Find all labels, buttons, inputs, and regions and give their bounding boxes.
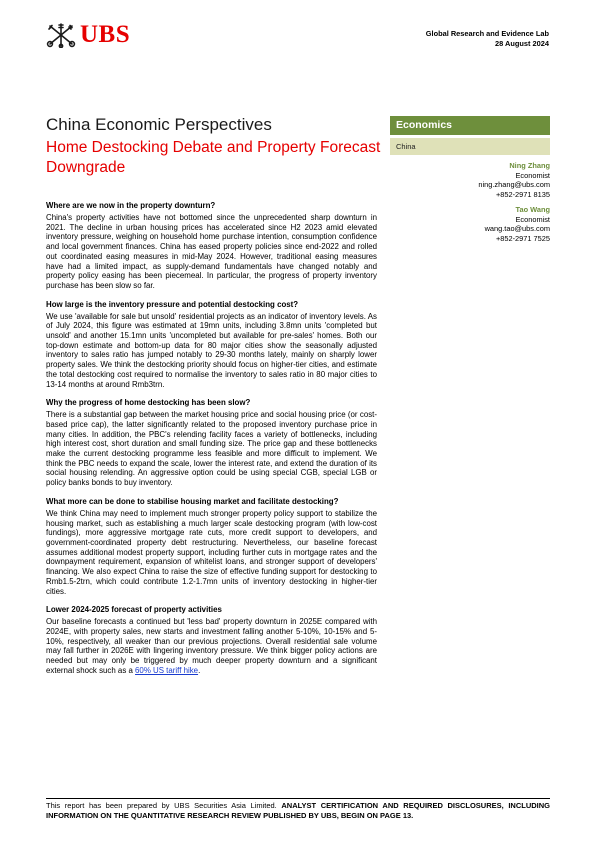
section-body: We think China may need to implement much stronger property policy support to stabilize the housing market, such as establishing a much larger scale destocking program (with low-cost fundings), more aggressive mortgage rate cuts, more credit support to developers, and government-coordinated property debt restructuring. Nevertheless, our baseline forecast assumes additional modest property support, including further cuts in mortgage rates and the downpayment requirement, expansion of whitelist loans, and stronger support of developers' financing. We also expect China to raise the size of effective funding support for destocking to Rmb1.5-2trn, which could contribute 1.2-1.7mn units of inventory destocking in higher-tier cities.	[46, 508, 377, 596]
section-heading: What more can be done to stabilise housing market and facilitate destocking?	[46, 496, 339, 506]
section-body-tail: .	[198, 665, 201, 675]
analyst-email[interactable]: wang.tao@ubs.com	[484, 224, 550, 233]
tariff-hike-link[interactable]: 60% US tariff hike	[135, 665, 199, 675]
page-title: China Economic Perspectives	[46, 115, 272, 134]
section-body	[46, 617, 377, 675]
analyst-email[interactable]: ning.zhang@ubs.com	[478, 180, 550, 189]
section-heading: How large is the inventory pressure and potential destocking cost?	[46, 299, 299, 309]
section-heading: Where are we now in the property downturn?	[46, 201, 216, 210]
analyst-phone: +852-2971 7525	[495, 233, 550, 243]
region-badge: China	[390, 138, 550, 155]
section-heading: Lower 2024-2025 forecast of property activities	[46, 605, 222, 615]
analyst-role: Economist	[515, 214, 550, 224]
ubs-logo	[46, 22, 130, 48]
footer-disclaimer	[46, 801, 550, 821]
analyst-phone: +852-2971 8135	[495, 189, 550, 199]
section-heading: Why the progress of home destocking has been slow?	[46, 398, 251, 408]
report-body	[46, 201, 377, 684]
ubs-keys-logo-icon	[46, 22, 76, 48]
analyst-role: Economist	[515, 170, 550, 180]
section	[46, 300, 377, 390]
sector-badge: Economics	[390, 116, 550, 135]
footer-text: This report has been prepared by UBS Securities Asia Limited.	[46, 801, 282, 810]
analyst-card	[485, 205, 550, 243]
analyst-card	[478, 161, 550, 199]
analyst-name: Tao Wang	[515, 205, 550, 214]
section-body: We use 'available for sale but unsold' residential projects as an indicator of inventory levels. As of July 2024, this figure was estimated at 19mn units, including 3.8mn units 'completed but unsold' and another 15.1mn units 'uncompleted but available for pre-sales' homes. Both our top-down estimate and bottom-up data for 80 major cities show the seasonally adjusted inventory to sales ratio has jumped notably to 29-30 months lately, mainly on sharply lower property sales. We think the destocking priority should focus on higher-tier cities, and estimate the total destocking cost required to normalise the inventory to sales ratio in 80 major cities to 13-14 months at around Rmb3trn.	[46, 311, 377, 389]
report-date: 28 August 2024	[495, 39, 549, 48]
section-body: There is a substantial gap between the market housing price and social housing price (or cost-based price cap), the latter significantly related to the proposed inventory purchase price in many cities. In addition, the PBC's relending facility faces a variety of bottlenecks, including high interest cost, short duration and small funding size. The price gap and these bottlenecks make the current destocking programme less feasible and more difficult to implement. We think the PBC needs to expand the scale, lower the interest rate, and extend the duration of its social housing relending. An aggressive option could be using special CGB, special LGB or policy banks bonds to buy inventory.	[46, 410, 377, 488]
footer-divider	[46, 798, 550, 799]
analyst-name: Ning Zhang	[509, 161, 550, 170]
lab-name: Global Research and Evidence Lab	[425, 29, 549, 38]
section-body-text: Our baseline forecasts a continued but 'less bad' property downturn in 2025E compared with 2024E, with property sales, new starts and investment falling another 5-10%, 10-15% and 5-10%, respectively, all weaker than our previous projections. Overall residential sale volume may fall further in 2026E with lingering inventory pressure. We think bigger policy actions are needed but may only be triggered by much deeper property downturn and a significant external shock such as a	[46, 617, 377, 675]
section	[46, 201, 377, 291]
header-meta	[426, 29, 549, 49]
section	[46, 497, 377, 596]
section	[46, 605, 377, 675]
page-subtitle: Home Destocking Debate and Property Forecast Downgrade	[46, 139, 381, 176]
footer-disclosure: ANALYST CERTIFICATION AND REQUIRED DISCLOSURES, INCLUDING INFORMATION ON THE QUANTITATIVE RESEARCH REVIEW PUBLISHED BY UBS, BEGIN ON PAGE 13.	[46, 801, 551, 820]
section-body: China's property activities have not bottomed since the unprecedented sharp downturn in 2021. The decline in urban housing prices has accelerated since H2 2023 amid elevated inventory pressure, weighing on household home purchase intention, consumption confidence and local government finances. China has eased property policies since end-2022 and rolled out coordinated easing measures in mid-May 2024. However, traditional easing measures have had a limited impact, as supply-demand fundamentals have changed notably and property policy easing has been piecemeal. In particular, the progress of property inventory purchase has been slow so far.	[46, 213, 377, 290]
logo-text: UBS	[80, 21, 131, 48]
section	[46, 398, 377, 488]
